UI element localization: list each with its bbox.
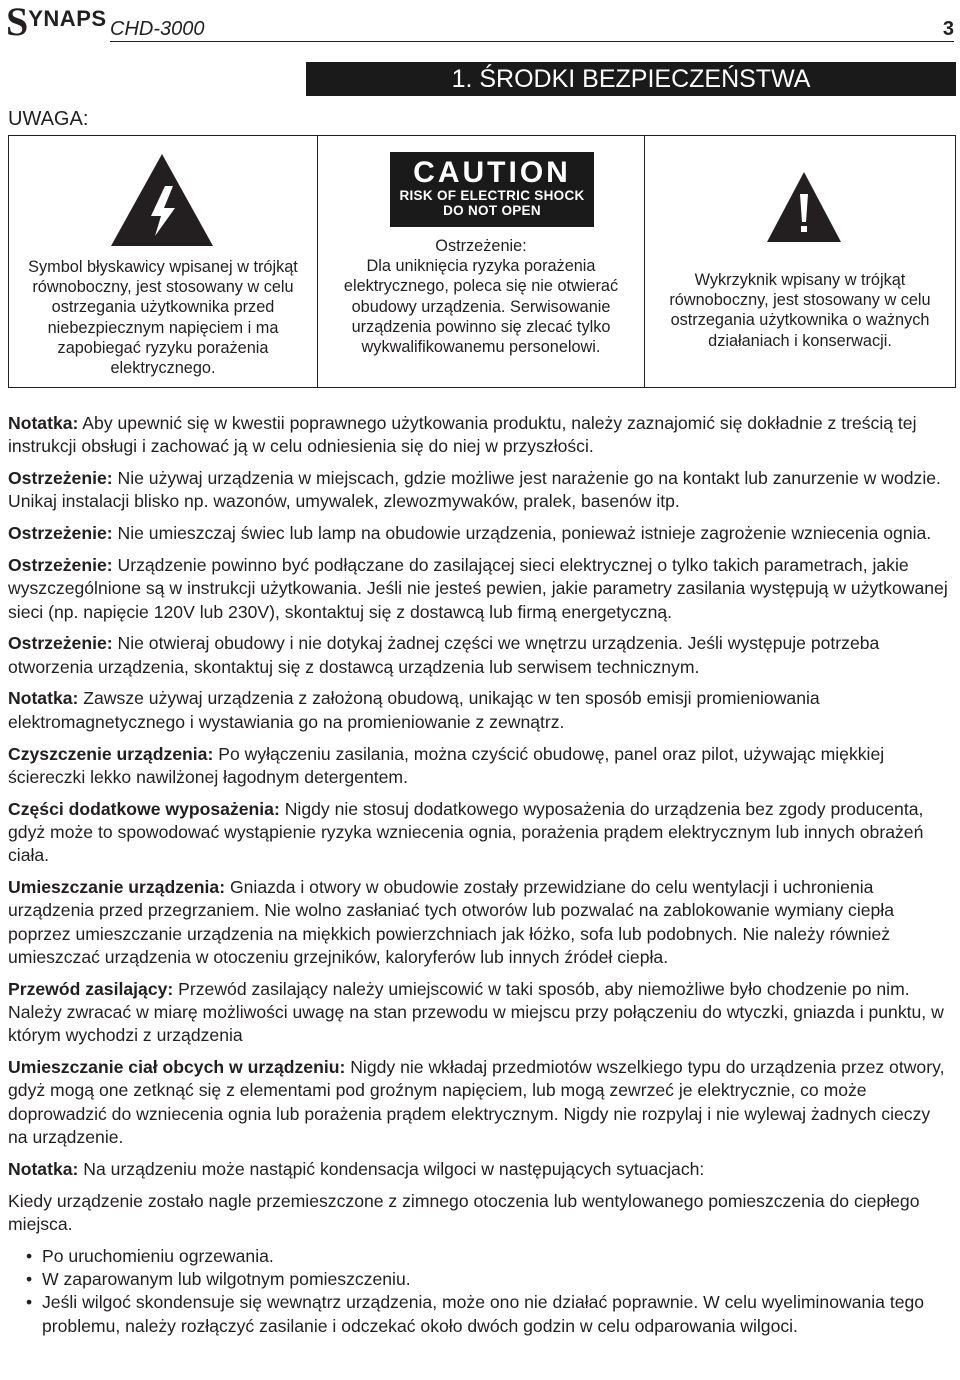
paragraph-text: Na urządzeniu może nastąpić kondensacja wilgoci w następujących sytuacjach: [78, 1158, 705, 1179]
paragraph-label: Notatka: [8, 688, 79, 709]
paragraph-label: Przewód zasilający: [8, 978, 174, 999]
paragraph-text: Urządzenie powinno być podłączane do zasilającej sieci elektrycznej o tylko takich parametrach, jakie wyszczególnione są w instrukcji użytkowania. Jeśli nie jesteś pewien, jakie parametry zasilania występują w użytkowanej sieci (np. napięcie 120V lub 230V), skontaktuj się z dostawcą lub firmą energetyczną. [8, 554, 948, 622]
caution-heading: Ostrzeżenie: [435, 237, 527, 255]
paragraph-text: Aby upewnić się w kwestii poprawnego użytkowania produktu, należy zaznajomić się dokładnie z treścią tej instrukcji obsługi i zachować ją w celu odniesienia się do niej w przyszłości. [8, 413, 917, 457]
page-number: 3 [942, 18, 954, 40]
paragraph-text: Nigdy nie stosuj dodatkowego wyposażenia do urządzenia bez zgody producenta, gdyż może to spowodować wystąpienie ryzyka wzniecenia ognia, porażenia prądem elektrycznym lub innych obrażeń ciała. [8, 798, 924, 866]
exclamation-symbol-box [644, 136, 955, 387]
paragraph [8, 467, 952, 514]
paragraph-label: Ostrzeżenie: [8, 554, 113, 575]
list-item-text: W zaparowanym lub wilgotnym pomieszczeniu. [42, 1269, 411, 1289]
caution-title: CAUTION [413, 156, 571, 189]
paragraph-text: Przewód zasilający należy umiejscowić w taki sposób, aby niemożliwe było chodzenie po nim. Należy zwracać w miarę możliwości uwagę na stan przewodu w miejscu przy połączeniu do wtyczki, gniazda i punktu, w którym wychodzi z urządzenia [8, 978, 944, 1046]
caution-risk-line: RISK OF ELECTRIC SHOCK [399, 188, 585, 203]
paragraph [8, 743, 952, 790]
paragraph-label: Czyszczenie urządzenia: [8, 743, 214, 764]
list-item [8, 1268, 952, 1291]
paragraph-text: Nie umieszczaj świec lub lamp na obudowie urządzenia, ponieważ istnieje zagrożenie wzniecenia ognia. [112, 523, 932, 544]
logo-wordmark: YNAPS [28, 6, 107, 31]
section-title [306, 62, 956, 96]
paragraph [8, 632, 952, 679]
caution-text: Dla uniknięcia ryzyka porażenia elektrycznego, poleca się nie otwierać obudowy urządzenia. Serwisowanie urządzenia powinno się zlecać tylko wykwalifikowanemu personelowi. [343, 257, 619, 357]
list-item [8, 1291, 952, 1338]
paragraph [8, 798, 952, 868]
paragraph-text: Nie używaj urządzenia w miejscach, gdzie możliwe jest narażenie go na kontakt lub zanurzenie w wodzie. Unikaj instalacji blisko np. wazonów, umywalek, zlewozmywaków, pralek, basenów itp. [8, 468, 941, 512]
caution-label [390, 152, 594, 227]
paragraph-text: Nigdy nie wkładaj przedmiotów wszelkiego typu do urządzenia przez otwory, gdyż mogą one zetknąć się z elementami pod groźnym napięciem, lub mogą zewrzeć je elektrycznie, co może doprowadzić do wzniecenia ognia lub porażenia prądem elektrycznym. Nigdy nie rozpylaj i nie wylewaj żadnych cieczy na urządzenie. [8, 1057, 945, 1148]
paragraph-text: Po wyłączeniu zasilania, można czyścić obudowę, panel oraz pilot, używając miękkiej ściereczki lekko nawilżonej łagodnym detergentem. [8, 743, 885, 787]
paragraph-text: Gniazda i otwory w obudowie zostały przewidziane do celu wentylacji i uchronienia urządzenia przed przegrzaniem. Nie wolno zasłaniać tych otworów lub pozwalać na zablokowanie wymiany ciepła poprzez umieszczanie urządzenia na miękkich powierzchniach jak łóżko, sofa lub podobnych. Nie należy również umieszczać urządzenia w otoczeniu grzejników, kaloryferów lub innych źródeł ciepła. [8, 877, 895, 967]
exclamation-symbol-description: Wykrzyknik wpisany w trójkąt równoboczny, jest stosowany w celu ostrzegania użytkownika o ważnych działaniach i konserwacji. [669, 271, 931, 350]
paragraph [8, 554, 952, 624]
caution-do-not-open-line: DO NOT OPEN [443, 203, 541, 218]
paragraph [8, 522, 952, 545]
paragraph-label: Ostrzeżenie: [8, 468, 113, 489]
caution-description [326, 236, 636, 357]
list-item-text: Po uruchomieniu ogrzewania. [42, 1245, 274, 1266]
paragraph-label: Umieszczanie ciał obcych w urządzeniu: [8, 1057, 346, 1078]
paragraph-label: Ostrzeżenie: [8, 633, 113, 654]
list-item [8, 1245, 952, 1268]
paragraph-label: Umieszczanie urządzenia: [8, 877, 226, 898]
paragraph-text: Nie otwieraj obudowy i nie dotykaj żadnej części we wnętrzu urządzenia. Jeśli występuje potrzeba otworzenia urządzenia, skontaktuj się z dostawcą urządzenia lub serwisem technicznym. [8, 633, 880, 677]
safety-symbols-table [8, 135, 956, 388]
exclamation-warning-icon [765, 170, 843, 244]
condensation-list [8, 1245, 952, 1338]
paragraph [8, 412, 952, 459]
synaps-logo [6, 0, 107, 44]
logo-letter-s: S [6, 0, 28, 44]
paragraph [8, 1158, 952, 1181]
bullet: • [26, 1269, 33, 1289]
paragraph [8, 876, 952, 969]
safety-instructions [8, 412, 952, 1338]
bullet: • [26, 1245, 33, 1266]
paragraph [8, 978, 952, 1048]
caution-box [317, 136, 644, 387]
paragraph-label: Notatka: [8, 1158, 79, 1179]
bullet: • [26, 1292, 33, 1313]
condensation-note [8, 1158, 952, 1338]
list-item-text: Jeśli wilgoć skondensuje się wewnątrz urządzenia, może ono nie działać poprawnie. W celu wyeliminowania tego problemu, należy rozłączyć zasilanie i odczekać około dwóch godzin w celu odparowania wilgoci. [42, 1292, 925, 1336]
lightning-symbol-description: Symbol błyskawicy wpisanej w trójkąt równoboczny, jest stosowany w celu ostrzegania użytkownika przed niebezpiecznym napięciem i ma zapobiegać ryzyku porażenia elektrycznego. [28, 258, 298, 378]
paragraph [8, 1056, 952, 1149]
lightning-symbol-box [9, 136, 317, 387]
paragraph-text: Zawsze używaj urządzenia z założoną obudową, unikając w ten sposób emisji promieniowania elektromagnetycznego i wystawiania go na promieniowanie z zewnątrz. [8, 688, 820, 732]
uwaga-label: UWAGA: [8, 108, 89, 130]
lightning-warning-icon [109, 152, 215, 248]
paragraph-label: Notatka: [8, 413, 79, 433]
paragraph-label: Części dodatkowe wyposażenia: [8, 798, 280, 819]
paragraph-label: Ostrzeżenie: [8, 523, 113, 544]
page-header [0, 0, 960, 42]
paragraph [8, 687, 952, 734]
condensation-situation: Kiedy urządzenie zostało nagle przemieszczone z zimnego otoczenia lub wentylowanego pomieszczenia do ciepłego miejsca. [8, 1190, 920, 1234]
header-divider [110, 41, 954, 42]
model-name: CHD-3000 [110, 18, 205, 40]
section-title-text: 1. ŚRODKI BEZPIECZEŃSTWA [451, 64, 811, 93]
